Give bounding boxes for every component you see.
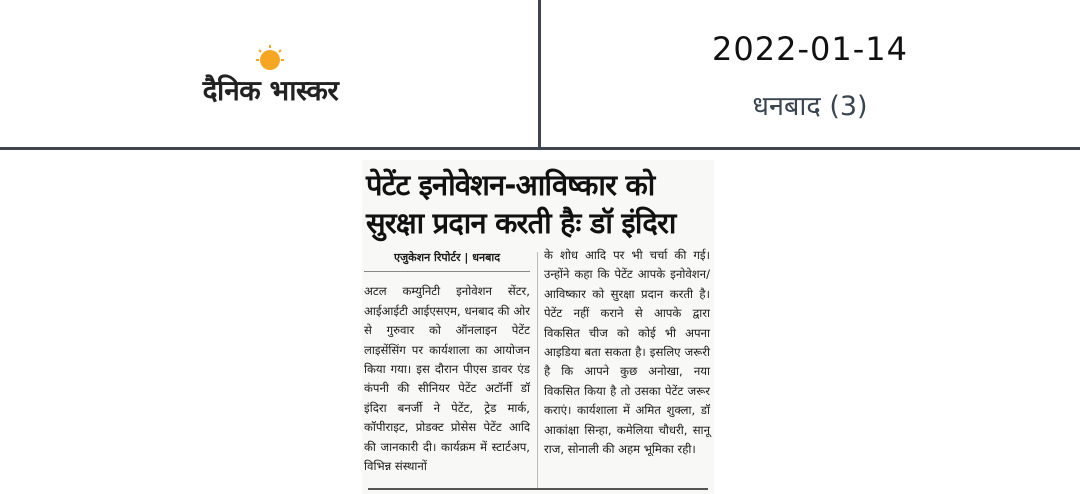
newspaper-logo bbox=[183, 44, 358, 108]
header-divider bbox=[538, 0, 541, 148]
article-clipping bbox=[362, 160, 714, 494]
article-paragraph: के शोध आदि पर भी चर्चा की गई। उन्होंने कहा कि पेटेंट आपके इनोवेशन/आविष्कार को सुरक्षा प्रदान करती है। पेटेंट नहीं कराने से आपके द्वारा विकसित चीज को कोई भी अपना आइडिया बता सकता है। इसलिए जरूरी है कि आपने कुछ अनोखा, नया विकसित किया है तो उसका पेटेंट जरूर कराएं। कार्यशाला में अमित शुक्ला, डॉ आकांक्षा सिन्हा, कमेलिया चौधरी, सानू राज, सोनाली की अहम भूमिका रही। bbox=[544, 248, 710, 457]
article-column-right bbox=[544, 246, 710, 459]
article-column-left bbox=[364, 248, 530, 476]
article-bottom-rule bbox=[368, 488, 708, 490]
header-rule bbox=[0, 147, 1080, 150]
column-divider bbox=[537, 252, 538, 488]
byline-rule bbox=[364, 271, 530, 272]
sun-icon bbox=[255, 44, 285, 74]
article-headline bbox=[366, 166, 712, 242]
publication-date: 2022-01-14 bbox=[712, 30, 908, 68]
byline: एजुकेशन रिपोर्टर | धनबाद bbox=[393, 251, 501, 264]
logo-wordmark: दैनिक भास्कर bbox=[202, 74, 339, 107]
article-paragraph: अटल कम्युनिटी इनोवेशन सेंटर, आईआईटी आईएसएम, धनबाद की ओर से गुरुवार को ऑनलाइन पेटेंट लाइसेंसिंग पर कार्यशाला का आयोजन किया गया। इस दौरान पीएस डावर एंड कंपनी की सीनियर पेटेंट अटॉर्नी डॉ इंदिरा बनर्जी ने पेटेंट, ट्रेड मार्क, कॉपीराइट, प्रोडक्ट प्रोसेस पेटेंट आदि की जानकारी दी। कार्यक्रम में स्टार्टअप, विभिन्न संस्थानों bbox=[364, 284, 530, 474]
headline-line: सुरक्षा प्रदान करती हैः डॉ इंदिरा bbox=[366, 206, 676, 240]
headline-line: पेटेंट इनोवेशन-आविष्कार को bbox=[366, 168, 655, 202]
clipping-header bbox=[0, 0, 1080, 150]
edition-label: धनबाद (3) bbox=[752, 91, 868, 122]
